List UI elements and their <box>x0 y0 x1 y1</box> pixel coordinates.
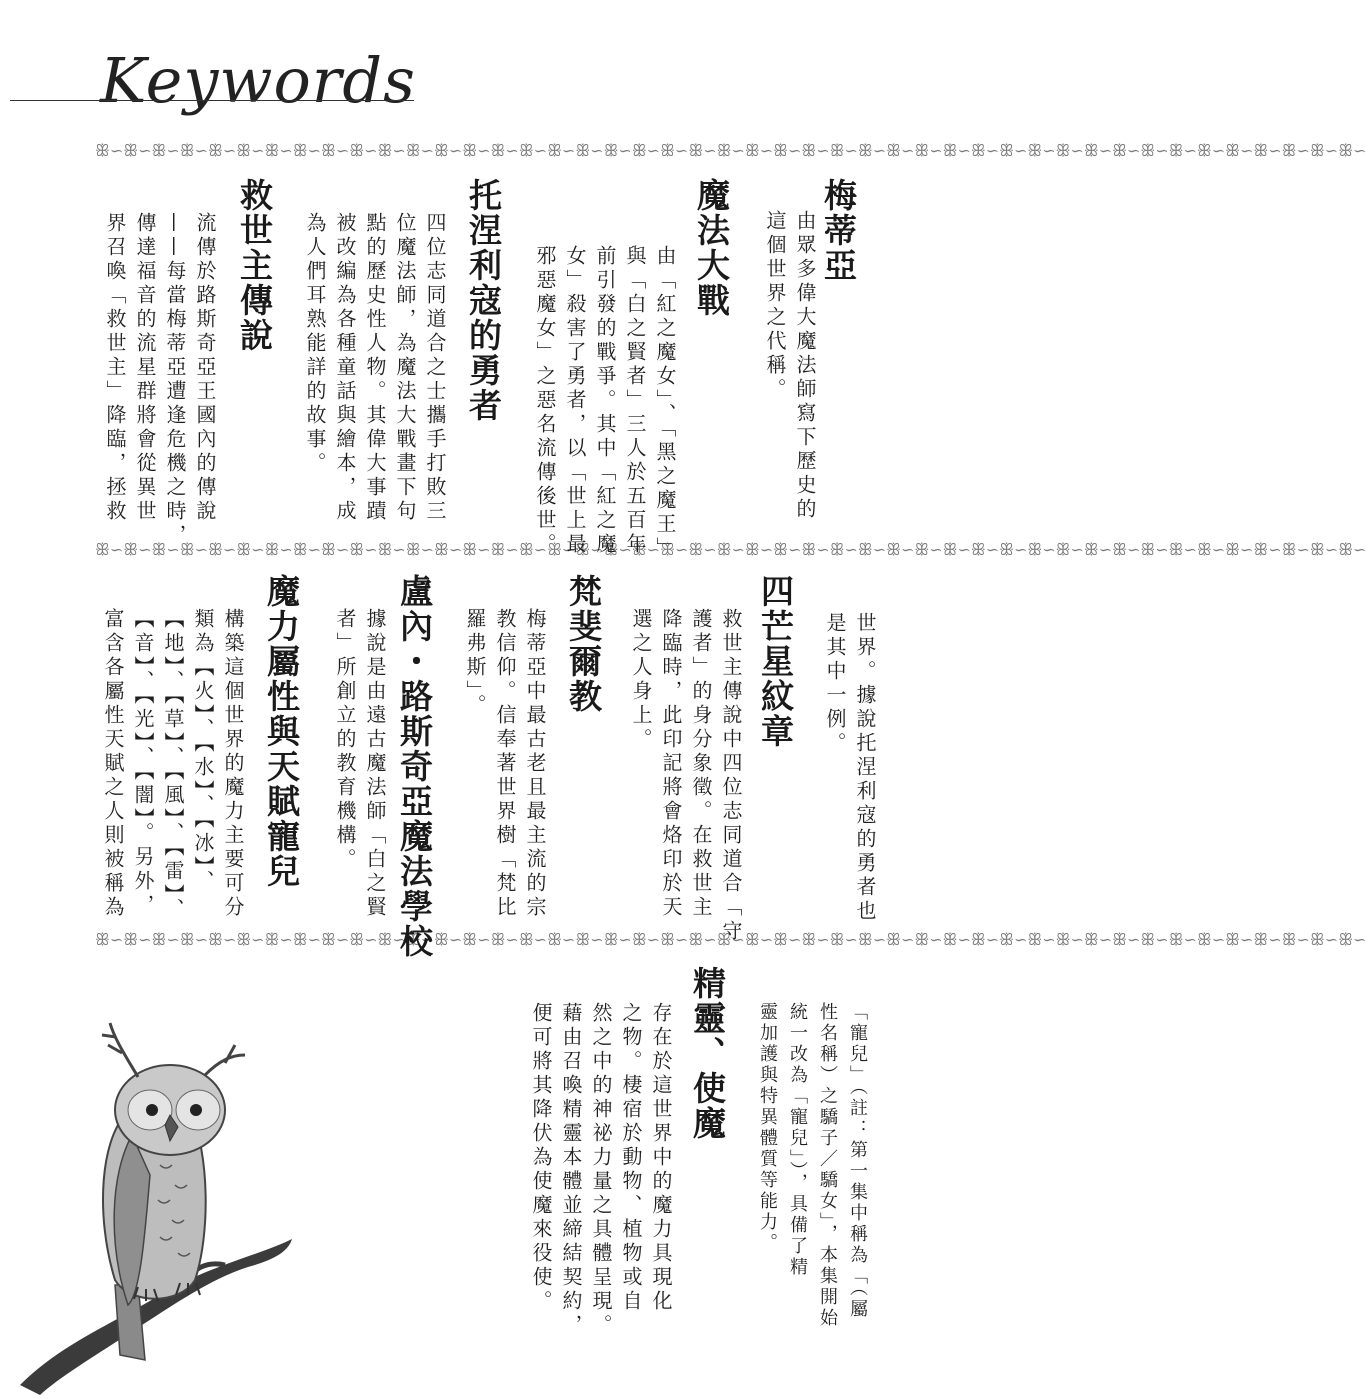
page-title: Keywords <box>100 44 416 117</box>
term-savior-legend: 救世主傳說 <box>235 178 274 353</box>
entry-spirits-familiars-body <box>526 1002 676 1338</box>
entry-attributes-continued <box>752 1002 872 1329</box>
ornament-divider-bottom: ꕥ∽ꕥ∽ꕥ∽ꕥ∽ꕥ∽ꕥ∽ꕥ∽ꕥ∽ꕥ∽ꕥ∽ꕥ∽ꕥ∽ꕥ∽ꕥ∽ꕥ∽ꕥ∽ꕥ∽ꕥ∽ꕥ∽ꕥ∽ꕥ∽ꕥ∽ꕥ∽ꕥ∽ꕥ∽ꕥ∽ꕥ∽ꕥ∽ꕥ∽ꕥ∽ꕥ∽ꕥ∽ꕥ∽ꕥ∽ꕥ∽ꕥ∽ꕥ∽ꕥ∽ꕥ∽ꕥ∽ꕥ∽ꕥ∽ꕥ∽ꕥ∽ꕥ∽ <box>95 930 1366 949</box>
entry-four-star-crest-body <box>626 608 746 944</box>
body-line: 世界。據說托涅利寇的勇者也 <box>853 612 877 924</box>
body-line: 救世主傳說中四位志同道合「守 <box>719 608 743 944</box>
entry-vaniel-religion-body <box>460 608 550 920</box>
body-line: 者」所創立的教育機構。 <box>333 608 357 872</box>
entry-meidiya-body <box>760 210 820 522</box>
entry-savior-legend-body <box>100 212 220 548</box>
body-line: 由眾多偉大魔法師寫下歷史的 <box>793 210 817 522</box>
entry-magic-war-body <box>530 245 680 561</box>
body-line: 「寵兒」（註：第一集中稱為「（屬 <box>847 1002 868 1320</box>
body-line: 是其中一例。 <box>823 612 847 756</box>
body-line: 據說是由遠古魔法師「白之賢 <box>363 608 387 920</box>
body-line: 之物。棲宿於動物、植物或自 <box>619 1002 643 1314</box>
body-line: 選之人身上。 <box>629 608 653 752</box>
term-four-star-crest: 四芒星紋章 <box>756 574 795 749</box>
body-line: 邪惡魔女」之惡名流傳後世。 <box>533 245 557 557</box>
body-line: 點的歷史性人物。其偉大事蹟 <box>363 212 387 524</box>
body-line: 這個世界之代稱。 <box>763 210 787 402</box>
term-meidiya: 梅蒂亞 <box>819 178 858 283</box>
body-line: 流傳於路斯奇亞王國內的傳說 <box>193 212 217 524</box>
body-line: 構築這個世界的魔力主要可分 <box>221 608 245 920</box>
body-line: 類為【火】、【水】、【冰】、 <box>191 608 215 894</box>
body-line: 護者」的身分象徵。在救世主 <box>689 608 713 920</box>
body-line: 富含各屬性天賦之人則被稱為 <box>101 608 125 920</box>
entry-savior-legend-continued <box>820 612 880 924</box>
term-hero: 托涅利寇的勇者 <box>464 178 503 423</box>
body-line: 四位志同道合之士攜手打敗三 <box>423 212 447 524</box>
body-line: 羅弗斯」。 <box>463 608 487 718</box>
body-line: 靈加護與特異體質等能力。 <box>757 1002 778 1254</box>
body-line: 由「紅之魔女」、「黑之魔王」 <box>653 245 677 561</box>
body-line: 教信仰。信奉著世界樹「梵比 <box>493 608 517 920</box>
entry-magic-school-body <box>330 608 390 920</box>
entry-hero-body <box>300 212 450 524</box>
body-line: 然之中的神祕力量之具體呈現。 <box>589 1002 613 1338</box>
body-line: 統一改為「寵兒」），具備了精 <box>787 1002 808 1278</box>
body-line: 梅蒂亞中最古老且最主流的宗 <box>523 608 547 920</box>
body-line: 前引發的戰爭。其中「紅之魔 <box>593 245 617 557</box>
body-line: 降臨時，此印記將會烙印於天 <box>659 608 683 920</box>
body-line: 傳達福音的流星群將會從異世 <box>133 212 157 524</box>
body-line: 【地】、【草】、【風】、【雷】、 <box>161 608 185 922</box>
ornament-divider-middle: ꕥ∽ꕥ∽ꕥ∽ꕥ∽ꕥ∽ꕥ∽ꕥ∽ꕥ∽ꕥ∽ꕥ∽ꕥ∽ꕥ∽ꕥ∽ꕥ∽ꕥ∽ꕥ∽ꕥ∽ꕥ∽ꕥ∽ꕥ∽ꕥ∽ꕥ∽ꕥ∽ꕥ∽ꕥ∽ꕥ∽ꕥ∽ꕥ∽ꕥ∽ꕥ∽ꕥ∽ꕥ∽ꕥ∽ꕥ∽ꕥ∽ꕥ∽ꕥ∽ꕥ∽ꕥ∽ꕥ∽ꕥ∽ꕥ∽ꕥ∽ꕥ∽ꕥ∽ <box>95 540 1366 559</box>
body-line: 與「白之賢者」三人於五百年 <box>623 245 647 557</box>
body-line: 為人們耳熟能詳的故事。 <box>303 212 327 476</box>
body-line: ——每當梅蒂亞遭逢危機之時， <box>163 212 187 548</box>
term-attributes: 魔力屬性與天賦寵兒 <box>262 574 301 889</box>
body-line: 存在於這世界中的魔力具現化 <box>649 1002 673 1314</box>
ornament-divider-top: ꕥ∽ꕥ∽ꕥ∽ꕥ∽ꕥ∽ꕥ∽ꕥ∽ꕥ∽ꕥ∽ꕥ∽ꕥ∽ꕥ∽ꕥ∽ꕥ∽ꕥ∽ꕥ∽ꕥ∽ꕥ∽ꕥ∽ꕥ∽ꕥ∽ꕥ∽ꕥ∽ꕥ∽ꕥ∽ꕥ∽ꕥ∽ꕥ∽ꕥ∽ꕥ∽ꕥ∽ꕥ∽ꕥ∽ꕥ∽ꕥ∽ꕥ∽ꕥ∽ꕥ∽ꕥ∽ꕥ∽ꕥ∽ꕥ∽ꕥ∽ꕥ∽ꕥ∽ <box>95 141 1366 160</box>
term-spirits-familiars: 精靈、使魔 <box>688 966 727 1141</box>
title-underline <box>10 100 414 101</box>
body-line: 藉由召喚精靈本體並締結契約， <box>559 1002 583 1338</box>
owl-illustration <box>20 1015 320 1395</box>
body-line: 【音】、【光】、【闇】。另外， <box>131 608 155 918</box>
term-vaniel-religion: 梵斐爾教 <box>564 574 603 714</box>
body-line: 位魔法師，為魔法大戰畫下句 <box>393 212 417 524</box>
term-magic-school: 盧內・路斯奇亞魔法學校 <box>395 574 434 959</box>
entry-attributes-body <box>98 608 248 922</box>
term-magic-war: 魔法大戰 <box>692 178 731 318</box>
body-line: 便可將其降伏為使魔來役使。 <box>529 1002 553 1314</box>
body-line: 女」殺害了勇者，以「世上最 <box>563 245 587 557</box>
body-line: 性名稱）之驕子／驕女」，本集開始 <box>817 1002 838 1329</box>
body-line: 被改編為各種童話與繪本，成 <box>333 212 357 524</box>
body-line: 界召喚「救世主」降臨，拯救 <box>103 212 127 524</box>
